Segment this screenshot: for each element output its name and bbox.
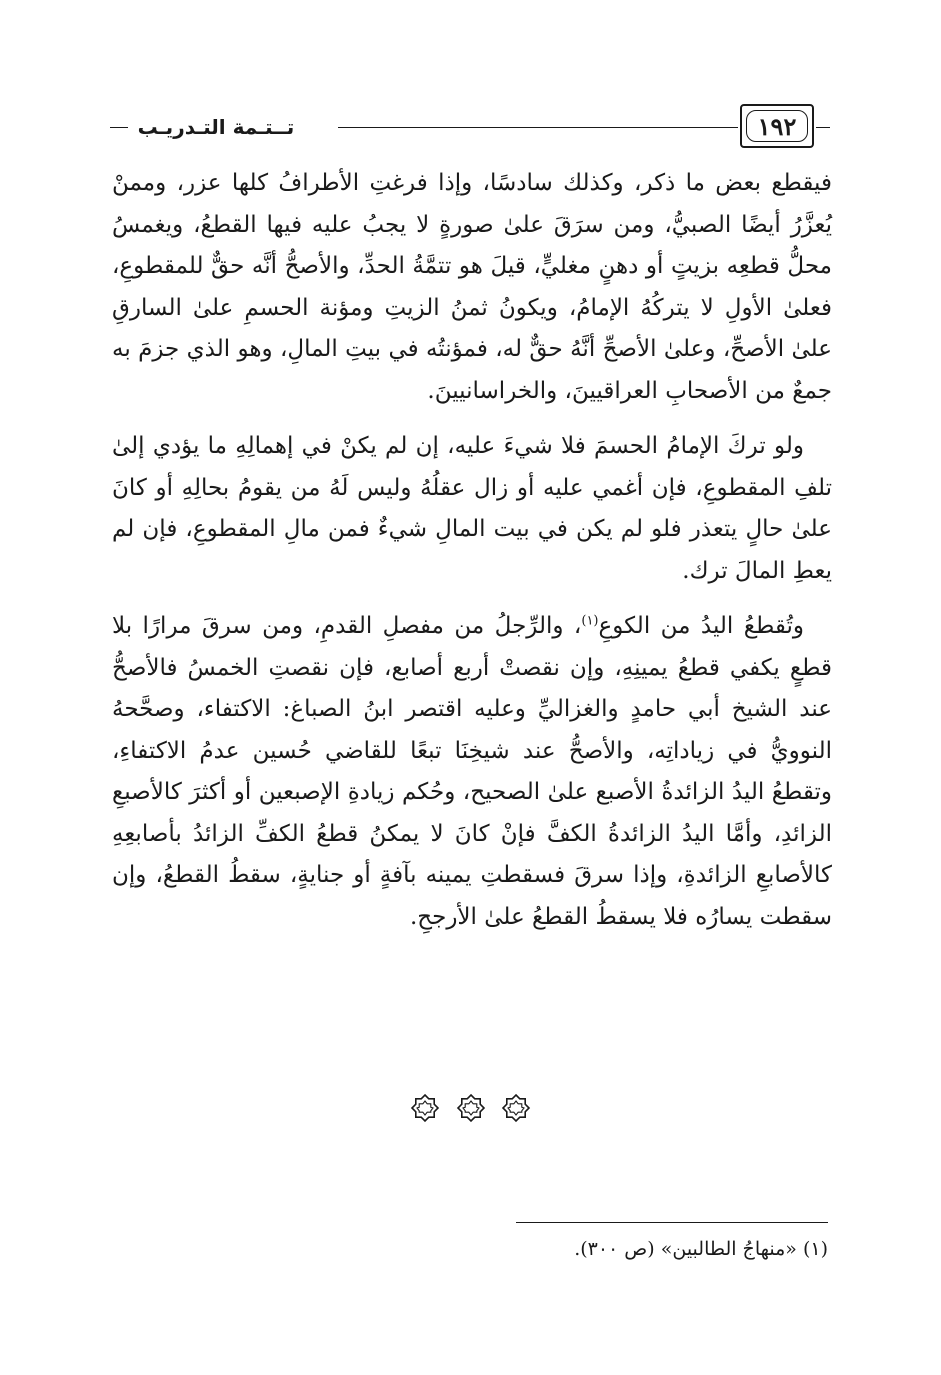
footnote-separator bbox=[516, 1222, 828, 1223]
paragraph-3 bbox=[112, 606, 832, 938]
octagram-star-icon bbox=[501, 1093, 531, 1123]
footnote-1: (١) «منهاجُ الطالبين» (ص ٣٠٠). bbox=[574, 1238, 828, 1260]
header-rule-left bbox=[110, 127, 128, 128]
page-number-frame bbox=[740, 104, 814, 148]
paragraph-3-rest: ، والرِّجلُ من مفصلِ القدمِ، ومن سرقَ مرارًا بلا قطعٍ يكفي قطعُ يمينِهِ، وإن نقصتْ أربع أصابع، فإن نقصتِ الخمسُ فالأصحُّ عند الشيخ أبي حامدٍ والغزاليِّ وعليه اقتصر ابنُ الصباغ: الاكتفاء، وصحَّحهُ النوويُّ في زياداتِه، والأصحُّ عند شيخِنَا تبعًا للقاضي حُسين عدمُ الاكتفاءِ، وتقطعُ اليدُ الزائدةُ الأصبع علىٰ الصحيح، وحُكم زيادةِ الإصبعين أو أكثرَ كالأصبعِ الزائدِ، وأمَّا اليدُ الزائدةُ الكفَّ فإنْ كانَ لا يمكنُ قطعُ الكفِّ الزائدُ بأصابعِهِ كالأصابعِ الزائدةِ، وإذا سرقَ فسقطتِ يمينه بآفةٍ أو جنايةٍ، سقطُ القطعُ، وإن سقطت يسارُه فلا يسقطُ القطعُ علىٰ الأرجحِ. bbox=[112, 613, 832, 930]
octagram-star-icon bbox=[456, 1093, 486, 1123]
header-rule-middle bbox=[338, 127, 738, 128]
octagram-star-icon bbox=[410, 1093, 440, 1123]
footnote-reference[interactable]: (١) bbox=[581, 613, 599, 629]
paragraph-3-start: وتُقطعُ اليدُ من الكوعِ bbox=[598, 613, 804, 639]
section-ornament bbox=[0, 1093, 941, 1127]
paragraph-1: فيقطع بعض ما ذكر، وكذلك سادسًا، وإذا فرغتِ الأطرافُ كلها عزر، وممنْ يُعزَّرُ أيضًا الصبيُّ، ومن سرَقَ علىٰ صورةٍ لا يجبُ عليه فيها القطعُ، ويغمسُ محلُّ قطعِه بزيتٍ أو دهنٍ مغليٍّ، قيلَ هو تتمَّةُ الحدِّ، والأصحُّ أنَّه حقٌّ للمقطوعِ، فعلىٰ الأولِ لا يتركُهُ الإمامُ، ويكونُ ثمنُ الزيتِ ومؤنة الحسمِ علىٰ السارقِ علىٰ الأصحِّ، وعلىٰ الأصحِّ أنَّهُ حقٌّ له، فمؤنتُه في بيتِ المالِ، وهو الذي جزمَ به جمعٌ من الأصحابِ العراقيينَ، والخراسانيينَ. bbox=[112, 170, 832, 404]
main-text bbox=[112, 163, 832, 938]
page-number: ١٩٢ bbox=[746, 110, 808, 142]
header-rule-right bbox=[816, 127, 830, 128]
paragraph-2: ولو تركَ الإمامُ الحسمَ فلا شيءَ عليه، إن لم يكنْ في إهمالِهِ ما يؤدي إلىٰ تلفِ المقطوعِ، فإن أغمي عليه أو زال عقلُهُ وليس لَهُ من يقومُ بحالِهِ أو كانَ علىٰ حالٍ يتعذر فلو لم يكن في بيت المالِ شيءٌ فمن مالِ المقطوعِ، فإن لم يعطِ المالَ ترك. bbox=[112, 433, 832, 584]
running-title: تــتـمة التـدريـب bbox=[137, 115, 295, 139]
running-header bbox=[110, 100, 830, 158]
